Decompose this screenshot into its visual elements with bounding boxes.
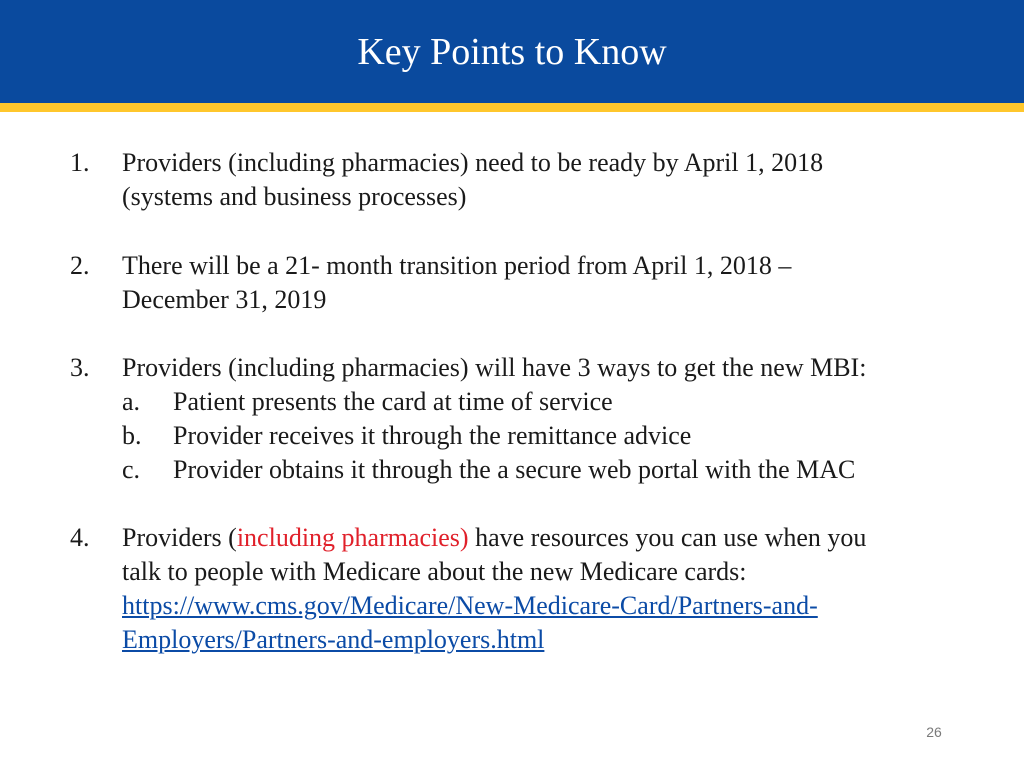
- resource-link[interactable]: https://www.cms.gov/Medicare/New-Medicare-Card/Partners-and-: [122, 591, 818, 620]
- resource-link[interactable]: Employers/Partners-and-employers.html: [122, 625, 545, 654]
- sublist-letter: a.: [122, 387, 141, 416]
- sublist-letter: c.: [122, 455, 141, 484]
- sublist-item-text: Provider obtains it through the a secure web portal with the MAC: [173, 455, 856, 484]
- list-item-text: (systems and business processes): [122, 182, 467, 211]
- list-item-text: December 31, 2019: [122, 285, 327, 314]
- text-segment: have resources you can use when you: [468, 523, 867, 552]
- list-number: 3.: [70, 353, 90, 382]
- list-item-text: Providers (including pharmacies) will have 3 ways to get the new MBI:: [122, 353, 867, 382]
- list-number: 1.: [70, 148, 90, 177]
- slide-title: Key Points to Know: [357, 31, 667, 73]
- highlighted-text: including pharmacies): [236, 523, 469, 552]
- list-item-text: There will be a 21- month transition period from April 1, 2018 –: [122, 251, 792, 280]
- text-segment: Providers (: [122, 523, 237, 552]
- list-item-text: Providers (including pharmacies) need to be ready by April 1, 2018: [122, 148, 824, 177]
- list-number: 2.: [70, 251, 90, 280]
- sublist-item-text: Provider receives it through the remittance advice: [173, 421, 692, 450]
- page-number: 26: [926, 724, 942, 740]
- list-item-text: [122, 521, 866, 555]
- list-number: 4.: [70, 523, 90, 552]
- sublist-item-text: Patient presents the card at time of service: [173, 387, 613, 416]
- sublist-letter: b.: [122, 421, 142, 450]
- list-item-text: talk to people with Medicare about the new Medicare cards:: [122, 557, 747, 586]
